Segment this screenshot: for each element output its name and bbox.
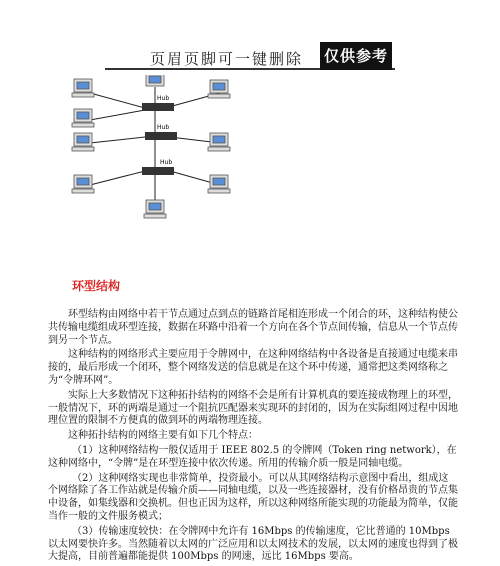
computer-icon [208,175,230,193]
paragraph: 实际上大多数情况下这种拓扑结构的网络不会是所有计算机真的要连接成物理上的环型，一般情况下，环的两端是通过一个阻抗匹配器来实现环的封闭的，因为在实际组网过程中因地理位置的限制不方便真的做到环的两端物理连接。 [48,389,458,427]
hub-2 [145,124,177,140]
network-diagram [60,75,250,223]
list-item: （1）这种网络结构一般仅适用于 IEEE 802.5 的令牌网（Token ring network），在这种网络中，“令牌”是在环型连接中依次传递。所用的传输介质一般是同轴电缆。 [48,444,457,469]
section-title: 环型结构 [72,279,121,293]
paragraph: 环型结构由网络中若干节点通过点到点的链路首尾相连形成一个闭合的环，这种结构使公共传输电缆组成环型连接，数据在环路中沿着一个方向在各个节点间传输，信息从一个节点传到另一个节点。 [48,309,458,346]
document-body [48,309,458,566]
paragraph: 这种拓扑结构的网络主要有如下几个特点： [68,430,258,442]
computer-icon [208,133,230,151]
paragraph: 这种结构的网络形式主要应用于令牌网中，在这种网络结构中各设备是直接通过电缆来串接的，最后形成一个闭环，整个网络发送的信息就是在这个环中传递，通常把这类网络称之为“令牌环网”。 [48,349,458,386]
list-item: （2）这种网络实现也非常简单，投资最小。可以从其网络结构示意图中看出，组成这个网络除了各工作站就是传输介质——同轴电缆，以及一些连接器材，没有价格昂贵的节点集中设备，如集线器和交换机。但也正因为这样，所以这种网络所能实现的功能最为简单，仅能当作一般的文件服务模式； [48,472,458,522]
header-title: 页眉页脚可一键删除 [150,50,304,68]
hub-3 [142,159,174,175]
hub-label-1: Hub [157,95,170,102]
computer-icon [146,75,164,86]
computer-icon [208,80,230,98]
computer-icon [144,200,166,218]
hub-label-3: Hub [160,159,173,166]
computer-icon [72,79,94,97]
header-badge: 仅供参考 [320,42,392,70]
computer-icon [72,109,94,127]
computer-icon [72,133,94,151]
list-item: （3）传输速度较快：在令牌网中允许有 16Mbps 的传输速度，它比普通的 10Mbps 以太网要快许多。当然随着以太网的广泛应用和以太网技术的发展，以太网的速度也得到了极大提高，目前普遍都能提供 100Mbps 的网速，远比 16Mbps 要高。 [48,525,458,563]
hub-1 [142,95,174,111]
computer-icon [72,175,94,193]
hub-label-2: Hub [157,124,170,131]
